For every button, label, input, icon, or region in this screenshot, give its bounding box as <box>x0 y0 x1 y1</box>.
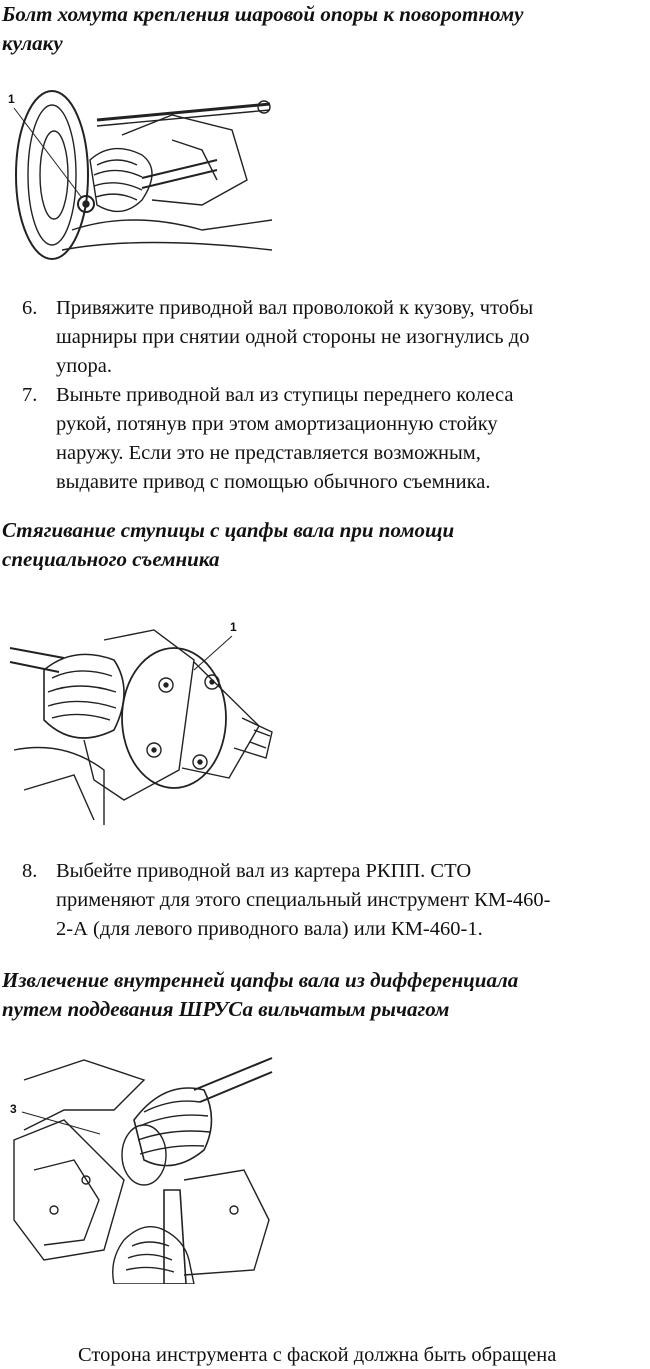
figure-caption-3 <box>2 966 642 1024</box>
caption-line: Стягивание ступицы с цапфы вала при помощи <box>2 518 455 542</box>
step-line: шарниры при снятии одной стороны не изогнулись до <box>56 326 530 348</box>
hub-puller-drawing <box>4 600 280 832</box>
callout-label: 3 <box>10 1102 17 1116</box>
pry-lever-drawing <box>4 1050 276 1284</box>
step-line: выдавите привод с помощью обычного съемника. <box>56 471 491 493</box>
step-line: наружу. Если это не представляется возможным, <box>56 442 481 464</box>
step-number: 7. <box>22 384 38 406</box>
figure-caption-1 <box>2 0 642 58</box>
caption-line: путем поддевания ШРУСа вильчатым рычагом <box>2 997 450 1021</box>
caption-line: кулаку <box>2 31 63 55</box>
step-number: 8. <box>22 860 38 882</box>
callout-label: 1 <box>8 92 15 106</box>
step-line: Выбейте приводной вал из картера РКПП. СТО <box>56 860 472 882</box>
step-line: 2-А (для левого приводного вала) или КМ-460-1. <box>56 918 483 940</box>
step-item <box>0 381 640 497</box>
trailing-paragraph: Сторона инструмента с фаской должна быть обращена <box>78 1344 557 1366</box>
step-line: Привяжите приводной вал проволокой к кузову, чтобы <box>56 297 534 319</box>
callout-label: 1 <box>230 620 237 634</box>
step-item <box>0 294 640 381</box>
step-line: применяют для этого специальный инструмент КМ-460- <box>56 889 551 911</box>
step-line: рукой, потянув при этом амортизационную стойку <box>56 413 498 435</box>
step-number: 6. <box>22 297 38 319</box>
instruction-steps-a <box>0 294 640 497</box>
step-line: упора. <box>56 355 112 377</box>
figure-caption-2 <box>2 516 642 574</box>
step-item <box>0 857 640 944</box>
caption-line: специального съемника <box>2 547 220 571</box>
knuckle-bolt-drawing <box>2 80 276 266</box>
caption-line: Болт хомута крепления шаровой опоры к поворотному <box>2 2 524 26</box>
step-line: Выньте приводной вал из ступицы переднего колеса <box>56 384 514 406</box>
instruction-steps-b <box>0 857 640 944</box>
caption-line: Извлечение внутренней цапфы вала из дифференциала <box>2 968 519 992</box>
